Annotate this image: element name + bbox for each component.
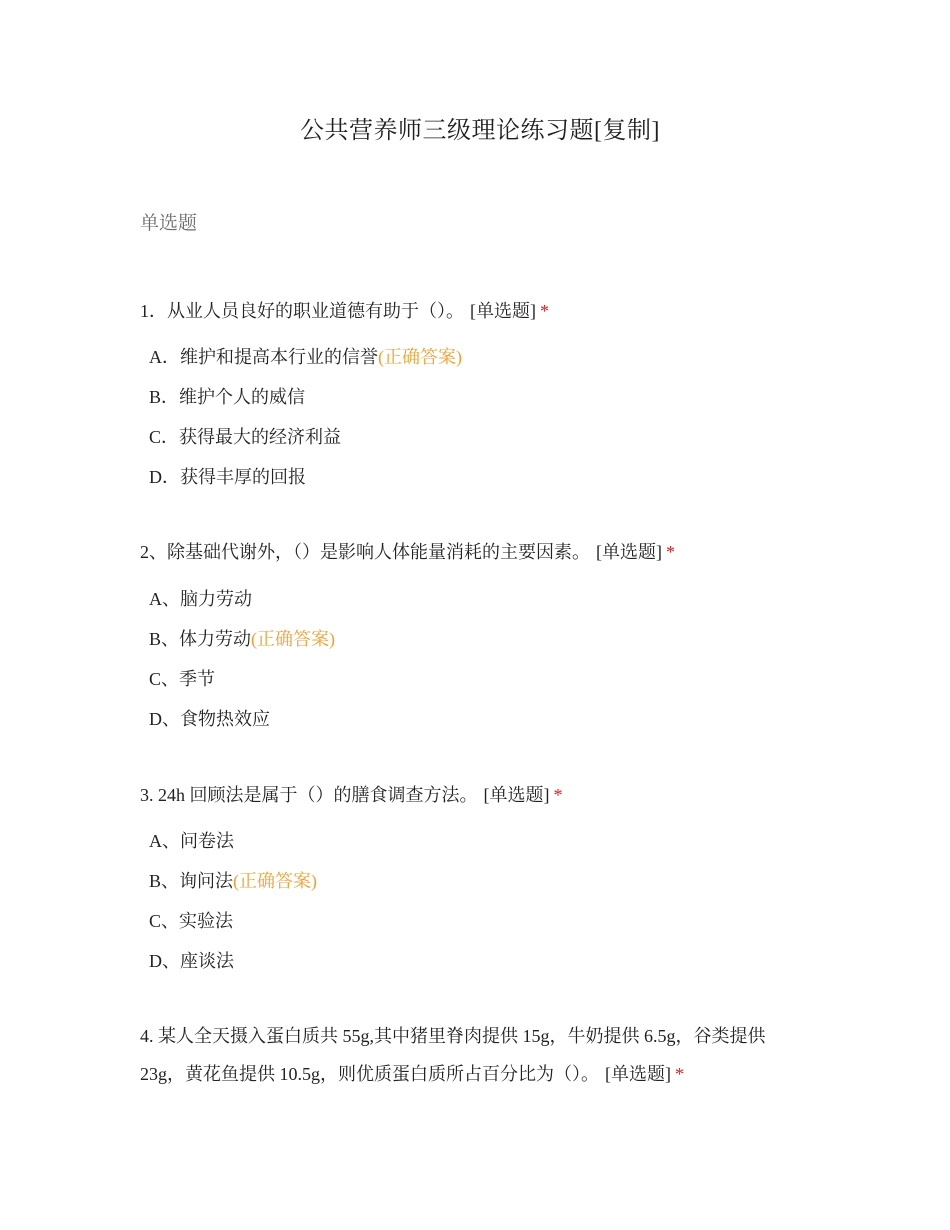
question-stem: 1．从业人员良好的职业道德有助于（）。 [140,301,464,321]
option-label: B、询问法 [149,871,234,891]
document-title: 公共营养师三级理论练习题[复制] [300,118,660,144]
option-label: A．维护和提高本行业的信誉 [149,347,378,367]
option-label: C、实验法 [149,911,234,931]
option-2c[interactable] [149,667,215,691]
required-mark: * [540,301,549,321]
required-mark: * [675,1064,684,1084]
option-label: B、体力劳动 [149,629,252,649]
question-4 [140,1017,800,1093]
option-1c[interactable] [149,425,341,449]
question-type-tag: [单选题] [470,301,536,321]
question-type-tag: [单选题] [605,1064,671,1084]
option-2a[interactable] [149,587,252,611]
question-stem: 3. 24h 回顾法是属于（）的膳食调查方法。 [140,785,478,805]
correct-answer-tag: (正确答案) [378,347,462,367]
option-1b[interactable] [149,385,305,409]
question-stem: 4. 某人全天摄入蛋白质共 55g,其中猪里脊肉提供 15g，牛奶提供 6.5g，谷类提供 23g，黄花鱼提供 10.5g，则优质蛋白质所占百分比为（）。 [140,1026,766,1084]
question-type-tag: [单选题] [596,542,662,562]
question-type-tag: [单选题] [483,785,550,805]
question-3 [140,776,810,814]
section-title: 单选题 [140,213,198,234]
correct-answer-tag: (正确答案) [251,629,336,649]
option-2d[interactable] [149,707,270,731]
question-stem: 2、除基础代谢外，（）是影响人体能量消耗的主要因素。 [140,542,590,562]
required-mark: * [553,785,563,805]
option-1a[interactable] [149,345,462,369]
option-3a[interactable] [149,829,234,853]
option-1d[interactable] [149,465,306,489]
required-mark: * [666,542,675,562]
question-2 [140,533,810,571]
option-3c[interactable] [149,909,233,933]
option-label: B．维护个人的威信 [149,387,306,407]
question-1 [140,292,810,330]
correct-answer-tag: (正确答案) [233,871,318,891]
option-label: A、脑力劳动 [149,589,252,609]
option-label: A、问卷法 [149,831,234,851]
option-label: D、食物热效应 [149,709,270,729]
option-label: D、座谈法 [149,951,234,971]
option-3d[interactable] [149,949,234,973]
option-label: C、季节 [149,669,216,689]
option-label: D．获得丰厚的回报 [149,467,306,487]
option-label: C．获得最大的经济利益 [149,427,342,447]
option-2b[interactable] [149,627,335,651]
option-3b[interactable] [149,869,317,893]
